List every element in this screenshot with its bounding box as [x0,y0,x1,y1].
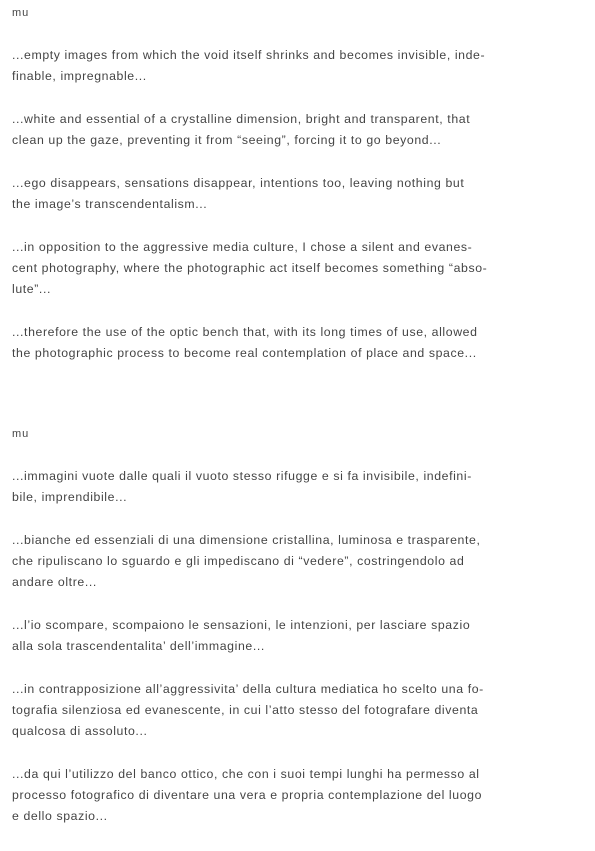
italian-paragraph-2: ...bianche ed essenziali di una dimensione cristallina, luminosa e trasparente, che ripuliscano lo sguardo e gli impediscano di “vedere”, costringendolo ad andare oltre... [12,533,481,589]
english-paragraph-2: ...white and essential of a crystalline dimension, bright and transparent, that clean up the gaze, preventing it from “seeing”, forcing it to go beyond... [12,112,471,147]
italian-section-title: mu [12,428,30,440]
english-section-title: mu [12,7,30,19]
italian-paragraph-list [12,466,584,827]
english-paragraph-list [12,45,584,364]
italian-paragraph-5: ...da qui l’utilizzo del banco ottico, che con i suoi tempi lunghi ha permesso al processo fotografico di diventare una vera e propria contemplazione del luogo e dello spazio... [12,767,483,823]
english-paragraph-5: ...therefore the use of the optic bench that, with its long times of use, allowed the photographic process to become real contemplation of place and space... [12,325,478,360]
english-paragraph-4: ...in opposition to the aggressive media culture, I chose a silent and evanes- cent photography, where the photographic act itself becomes something “abso- lute”... [12,240,488,296]
english-paragraph-3: ...ego disappears, sensations disappear, intentions too, leaving nothing but the image’s transcendentalism... [12,176,465,211]
italian-paragraph-4: ...in contrapposizione all’aggressivita’ della cultura mediatica ho scelto una fo- tografia silenziosa ed evanescente, in cui l’atto stesso del fotografare diventa qualcosa di assoluto... [12,682,484,738]
english-paragraph-1: ...empty images from which the void itself shrinks and becomes invisible, inde- finable, impregnable... [12,48,486,83]
italian-paragraph-1: ...immagini vuote dalle quali il vuoto stesso rifugge e si fa invisibile, indefini- bile, imprendibile... [12,469,472,504]
italian-paragraph-3: ...l’io scompare, scompaiono le sensazioni, le intenzioni, per lasciare spazio alla sola trascendentalita’ dell’immagine... [12,618,471,653]
